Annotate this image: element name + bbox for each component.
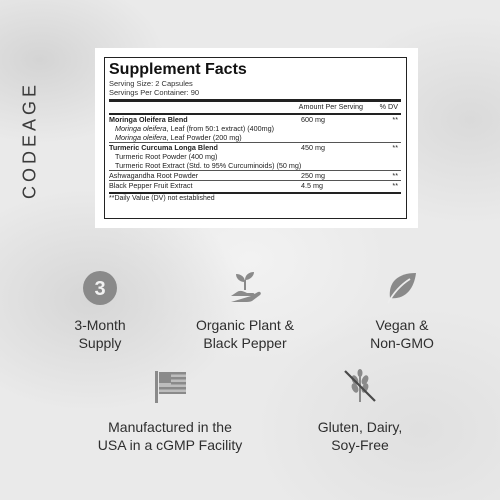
facts-header-row — [109, 102, 401, 111]
feature-label: Organic Plant & — [195, 317, 295, 333]
feature-label: Manufactured in the — [108, 419, 232, 435]
brand-logo: CODEAGE — [19, 80, 40, 200]
feature-label: USA in a cGMP Facility — [97, 437, 243, 453]
ingredient-subrow: Moringa oleifera, Leaf Powder (200 mg) — [115, 133, 242, 142]
ingredient-row: Ashwagandha Root Powder 250 mg ** — [109, 171, 398, 180]
ingredient-subrow: Turmeric Root Extract (Std. to 95% Curcuminoids) (50 mg) — [115, 161, 302, 170]
ingredient-subrow: Turmeric Root Powder (400 mg) — [115, 152, 218, 161]
feature-label: 3-Month — [74, 317, 126, 333]
feature-label: Black Pepper — [203, 335, 287, 351]
feature-label: Soy-Free — [331, 437, 389, 453]
ingredient-row: Moringa Oleifera Blend 600 mg ** — [109, 115, 398, 124]
footnote: **Daily Value (DV) not established — [109, 195, 215, 202]
feature-vegan — [342, 268, 462, 352]
leaf-icon — [382, 268, 422, 308]
supplement-facts-card — [95, 48, 418, 228]
ingredient-subrow: Moringa oleifera, Leaf (from 50:1 extract) (400mg) — [115, 124, 275, 133]
dv-header: % DV — [379, 102, 398, 111]
ingredient-row: Turmeric Curcuma Longa Blend 450 mg ** — [109, 143, 398, 152]
feature-organic — [180, 268, 310, 352]
feature-label: Non-GMO — [370, 335, 434, 351]
serving-size: Serving Size: 2 Capsules — [109, 79, 193, 88]
feature-label: Vegan & — [375, 317, 429, 333]
three-badge-icon — [80, 268, 120, 308]
us-flag-icon — [150, 366, 190, 406]
ingredient-row: Black Pepper Fruit Extract 4.5 mg ** — [109, 181, 398, 190]
facts-title: Supplement Facts — [109, 61, 247, 78]
feature-label: Supply — [78, 335, 122, 351]
supplement-facts-panel — [104, 57, 407, 219]
feature-3-month-supply — [40, 268, 160, 352]
plant-in-hand-icon — [225, 268, 265, 308]
feature-label: Gluten, Dairy, — [317, 419, 403, 435]
divider-bottom — [109, 192, 401, 194]
feature-usa — [80, 366, 260, 454]
no-gluten-icon — [340, 366, 380, 406]
servings-per-container: Servings Per Container: 90 — [109, 88, 200, 97]
amount-header: Amount Per Serving — [298, 102, 363, 111]
feature-allergen-free — [290, 366, 430, 454]
svg-text:3: 3 — [94, 278, 106, 300]
